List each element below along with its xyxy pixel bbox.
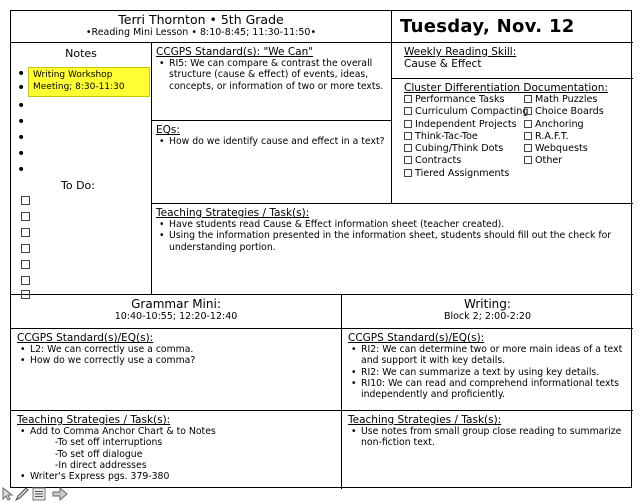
- checkbox[interactable]: [524, 144, 532, 152]
- notes-box: [11, 43, 152, 295]
- grammar-standards-box: [11, 329, 342, 411]
- grammar-time: 10:40-10:55; 12:20-12:40: [114, 311, 238, 322]
- eqs-title: EQs:: [156, 124, 180, 136]
- cluster-title: Cluster Differentiation Documentation:: [404, 82, 608, 94]
- reading-standards-box: [152, 43, 392, 121]
- writing-header-box: [342, 295, 633, 329]
- list-item: • Use notes from small group close reading to summarize non-fiction text.: [348, 426, 627, 449]
- checkbox[interactable]: [524, 95, 532, 103]
- list-item: • RI2: We can summarize a text by using key details.: [348, 367, 627, 378]
- cluster-option[interactable]: Curriculum Compacting: [404, 106, 524, 118]
- checkbox[interactable]: [404, 156, 412, 164]
- writing-teaching-list: [348, 426, 627, 449]
- list-item: • How do we identify cause and effect in a text?: [156, 136, 387, 147]
- meeting-highlight[interactable]: Writing Workshop Meeting; 8:30-11:30: [28, 67, 150, 97]
- grammar-standards-list: [17, 344, 335, 367]
- lesson-times: •Reading Mini Lesson • 8:10-8:45; 11:30-11:50•: [85, 27, 317, 38]
- weekly-skill-title: Weekly Reading Skill:: [404, 46, 517, 58]
- grammar-standards-title: CCGPS Standard(s)/EQ(s):: [17, 332, 154, 344]
- list-item: • L2: We can correctly use a comma.: [17, 344, 335, 355]
- cluster-option[interactable]: Tiered Assignments: [404, 168, 524, 180]
- list-item: • Using the information presented in the information sheet, students should fill out the check for understanding portion.: [156, 230, 629, 253]
- todo-checkbox[interactable]: [21, 260, 30, 269]
- writing-block: Block 2; 2:00-2:20: [443, 311, 532, 322]
- checkbox[interactable]: [404, 120, 412, 128]
- writing-title: Writing:: [464, 297, 511, 311]
- weekly-skill-box: [392, 43, 633, 79]
- todo-checkbox[interactable]: [21, 228, 30, 237]
- sub-item: -To set off interruptions: [55, 437, 163, 449]
- grammar-header-box: [11, 295, 342, 329]
- todo-checkbox[interactable]: [21, 212, 30, 221]
- cluster-option[interactable]: Choice Boards: [524, 106, 604, 118]
- list-item: • Add to Comma Anchor Chart & to Notes: [17, 426, 335, 437]
- note-bullet: •: [17, 66, 26, 82]
- pointer-icon[interactable]: [2, 486, 14, 500]
- writing-teaching-title: Teaching Strategies / Task(s):: [348, 414, 502, 426]
- checkbox[interactable]: [524, 107, 532, 115]
- cluster-option[interactable]: Anchoring: [524, 119, 604, 131]
- notes-title: Notes: [65, 47, 97, 60]
- checkbox[interactable]: [404, 144, 412, 152]
- checkbox[interactable]: [404, 95, 412, 103]
- writing-teaching-box: [342, 411, 633, 489]
- grammar-teaching-title: Teaching Strategies / Task(s):: [17, 414, 171, 426]
- menu-icon[interactable]: [32, 486, 46, 500]
- eqs-box: [152, 121, 392, 204]
- cluster-right-column: [524, 94, 604, 180]
- cluster-option[interactable]: Cubing/Think Dots: [404, 143, 524, 155]
- list-item: • RI5: We can compare & contrast the overall structure (cause & effect) of events, ideas, concepts, or information of two or more texts.: [156, 58, 387, 92]
- todo-title: To Do:: [61, 179, 95, 192]
- reading-teaching-list: [156, 219, 629, 253]
- note-bullet: •: [17, 80, 26, 96]
- reading-standards-list: [156, 58, 387, 92]
- note-bullet: •: [17, 130, 26, 146]
- cluster-option[interactable]: Webquests: [524, 143, 604, 155]
- date-title: Tuesday, Nov. 12: [400, 16, 575, 37]
- todo-checkbox[interactable]: [21, 244, 30, 253]
- grammar-title: Grammar Mini:: [131, 297, 221, 311]
- sub-item: -In direct addresses: [55, 459, 147, 471]
- cluster-left-column: [404, 94, 529, 180]
- cluster-option[interactable]: R.A.F.T.: [524, 131, 604, 143]
- cluster-option[interactable]: Independent Projects: [404, 119, 524, 131]
- checkbox[interactable]: [524, 120, 532, 128]
- note-bullet: •: [17, 162, 26, 178]
- sub-item: -To set off dialogue: [55, 448, 143, 460]
- teacher-grade: Terri Thornton • 5th Grade: [118, 12, 284, 27]
- grammar-teaching-list-end: [17, 471, 335, 482]
- checkbox[interactable]: [524, 156, 532, 164]
- pen-icon[interactable]: [14, 486, 30, 500]
- reading-teaching-title: Teaching Strategies / Task(s):: [156, 207, 310, 219]
- writing-standards-list: [348, 344, 627, 400]
- cluster-option[interactable]: Think-Tac-Toe: [404, 131, 524, 143]
- checkbox[interactable]: [404, 107, 412, 115]
- checkbox[interactable]: [404, 132, 412, 140]
- grammar-teaching-list: [17, 426, 335, 437]
- cluster-option[interactable]: Other: [524, 155, 604, 167]
- lesson-plan-page: [10, 10, 632, 488]
- date-box: [392, 11, 633, 43]
- cluster-options: [404, 94, 621, 180]
- todo-checkbox[interactable]: [21, 196, 30, 205]
- note-bullet: •: [17, 146, 26, 162]
- note-bullet: •: [17, 114, 26, 130]
- list-item: • RI2: We can determine two or more main ideas of a text and support it with key details.: [348, 344, 627, 367]
- list-item: • Have students read Cause & Effect information sheet (teacher created).: [156, 219, 629, 230]
- list-item: • How do we correctly use a comma?: [17, 355, 335, 366]
- cluster-option[interactable]: Math Puzzles: [524, 94, 604, 106]
- checkbox[interactable]: [524, 132, 532, 140]
- weekly-skill-value: Cause & Effect: [404, 58, 482, 70]
- cluster-box: [392, 79, 633, 204]
- note-bullet: •: [17, 98, 26, 114]
- cluster-option[interactable]: Performance Tasks: [404, 94, 524, 106]
- cluster-option[interactable]: Contracts: [404, 155, 524, 167]
- todo-checkbox[interactable]: [21, 276, 30, 285]
- writing-standards-box: [342, 329, 633, 411]
- grammar-teaching-box: [11, 411, 342, 489]
- list-item: • Writer's Express pgs. 379-380: [17, 471, 335, 482]
- arrow-right-icon[interactable]: [52, 486, 68, 500]
- header-box: [11, 11, 392, 43]
- writing-standards-title: CCGPS Standard(s)/EQ(s):: [348, 332, 485, 344]
- reading-standards-title: CCGPS Standard(s): "We Can": [156, 46, 314, 58]
- eqs-list: [156, 136, 387, 147]
- list-item: • RI10: We can read and comprehend informational texts independently and proficiently.: [348, 378, 627, 401]
- checkbox[interactable]: [404, 169, 412, 177]
- reading-teaching-box: [152, 204, 633, 295]
